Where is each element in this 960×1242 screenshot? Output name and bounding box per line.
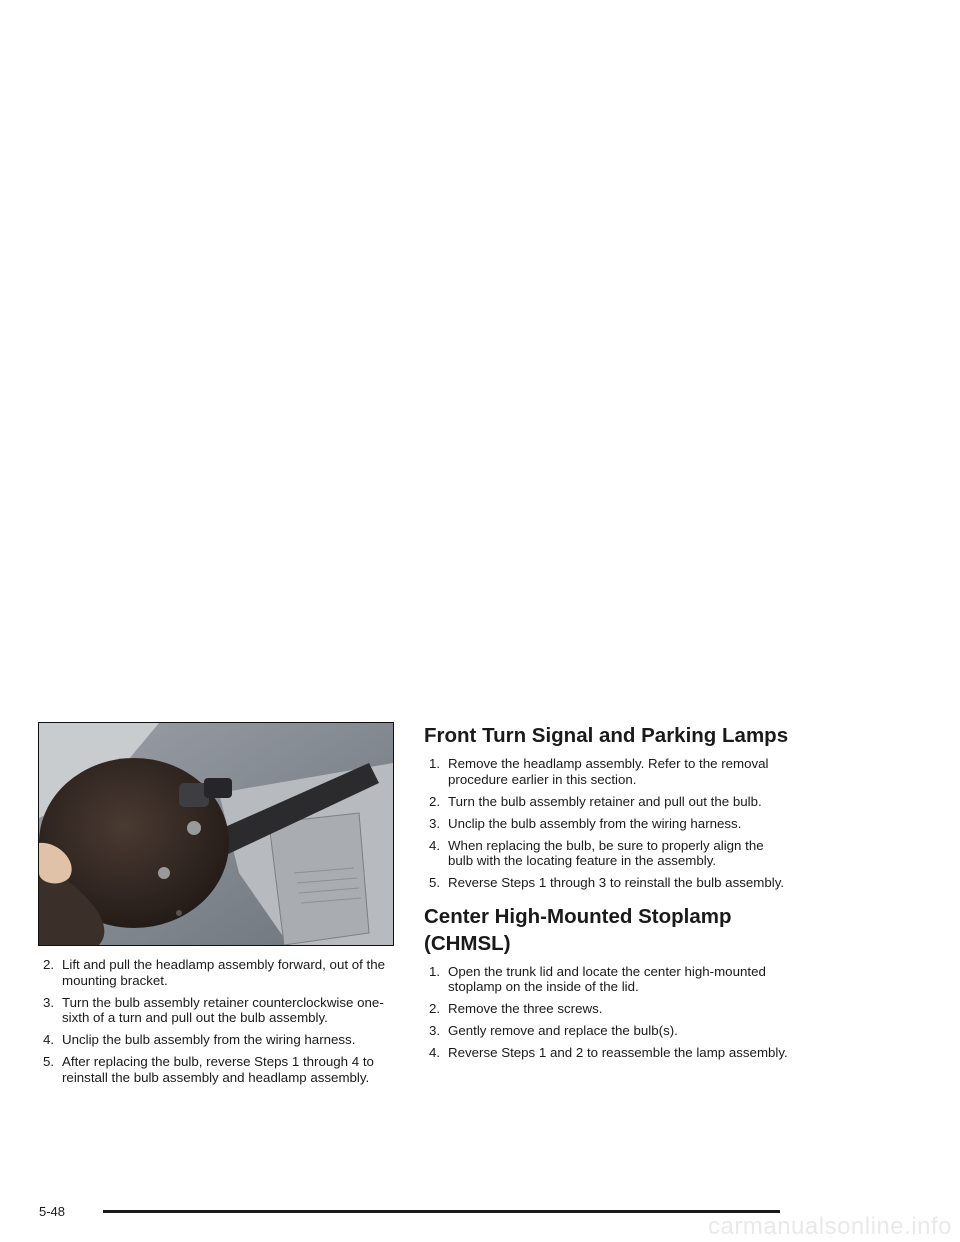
step-text: Turn the bulb assembly retainer and pull out the bulb. [448,793,762,809]
step-text: When replacing the bulb, be sure to properly align the bulb with the locating feature in the assembly. [448,837,764,868]
step-text: Open the trunk lid and locate the center high-mounted stoplamp on the inside of the lid. [448,963,766,994]
page-number: 5-48 [39,1204,66,1219]
list-item [424,1023,790,1039]
list-item [38,1054,394,1085]
watermark: carmanualsonline.info [708,1213,952,1240]
list-item [424,794,790,810]
step-number: 4. [429,837,441,853]
chmsl-steps [424,964,790,1061]
step-text: Reverse Steps 1 through 3 to reinstall the bulb assembly. [448,875,785,890]
list-item [424,1045,790,1061]
headlamp-photo [38,722,394,946]
step-number: 1. [429,963,441,979]
step-text: Remove the three screws. [448,1001,603,1016]
step-number: 1. [429,756,441,771]
list-item [424,838,790,869]
step-text: Gently remove and replace the bulb(s). [448,1023,678,1038]
list-item [38,957,394,988]
step-text: After replacing the bulb, reverse Steps 1 through 4 to reinstall the bulb assembly and headlamp assembly. [62,1054,374,1085]
headlamp-illustration [39,723,393,945]
step-number: 4. [429,1045,441,1060]
step-text: Remove the headlamp assembly. Refer to the removal procedure earlier in this section. [448,756,769,787]
step-number: 3. [43,994,55,1010]
step-number: 5. [43,1054,55,1069]
step-text: Lift and pull the headlamp assembly forward, out of the mounting bracket. [62,957,386,988]
step-text: Unclip the bulb assembly from the wiring harness. [448,815,742,831]
turn-signal-steps [424,756,790,891]
step-number: 4. [43,1032,55,1047]
step-number: 2. [429,793,441,809]
list-item [424,1001,790,1017]
list-item [424,875,790,891]
step-text: Turn the bulb assembly retainer counterclockwise one-sixth of a turn and pull out the bulb assembly. [62,994,384,1025]
step-number: 3. [429,1023,441,1038]
footer-rule [103,1210,780,1213]
right-column [424,722,790,1067]
step-text: Unclip the bulb assembly from the wiring harness. [62,1032,356,1047]
step-text: Reverse Steps 1 and 2 to reassemble the lamp assembly. [448,1045,788,1060]
section-heading-turn-signal: Front Turn Signal and Parking Lamps [424,724,789,747]
list-item [424,816,790,832]
section-heading-chmsl: Center High-Mounted Stoplamp (CHMSL) [424,904,732,955]
headlamp-steps [38,957,394,1085]
step-number: 3. [429,815,441,831]
list-item [38,1032,394,1048]
step-number: 2. [429,1001,441,1016]
step-number: 2. [43,957,55,972]
step-number: 5. [429,875,441,890]
left-column [38,722,394,1092]
list-item [38,995,394,1026]
list-item [424,964,790,995]
list-item [424,756,790,787]
